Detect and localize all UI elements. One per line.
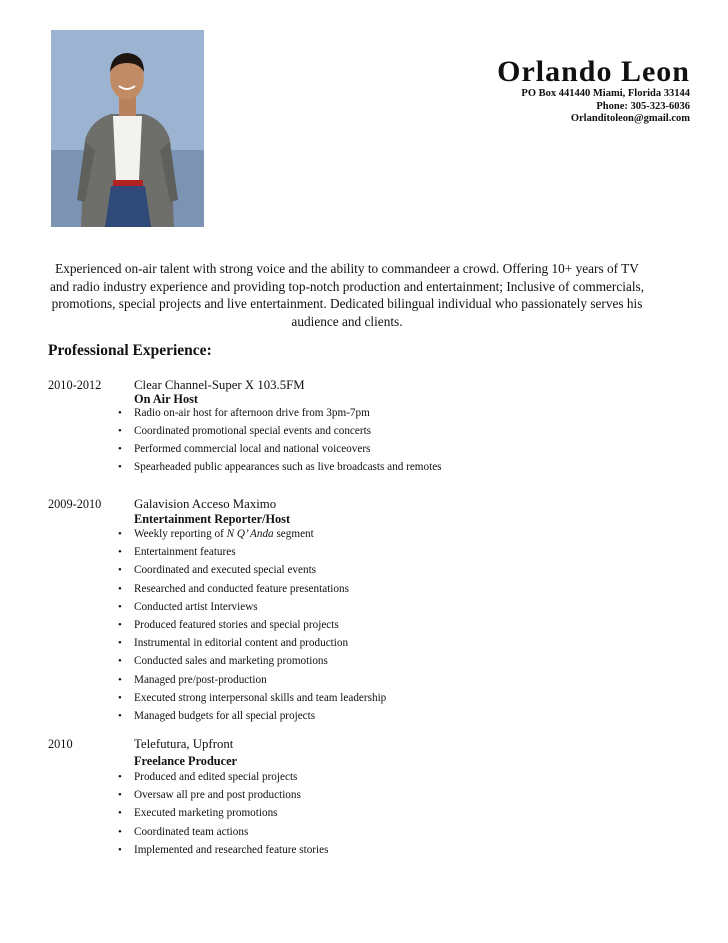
- bullet-item: • Coordinated team actions: [118, 826, 328, 838]
- email-line: Orlanditoleon@gmail.com: [570, 113, 690, 124]
- address-line: PO Box 441440 Miami, Florida 33144: [521, 88, 690, 99]
- bullet-item: • Researched and conducted feature presentations: [118, 583, 386, 595]
- bullet-item: • Coordinated promotional special events and concerts: [118, 425, 442, 437]
- bullet-item: • Coordinated and executed special events: [118, 564, 386, 576]
- bullet-item: • Managed budgets for all special projects: [118, 710, 386, 722]
- bullet-item: • Produced and edited special projects: [118, 771, 328, 783]
- bullet-text: segment: [273, 528, 314, 540]
- bullet-item: • Executed strong interpersonal skills and team leadership: [118, 692, 386, 704]
- job-date: 2010-2012: [48, 378, 102, 392]
- summary-paragraph: Experienced on-air talent with strong voice and the ability to commandeer a crowd. Offering 10+ years of TV and radio industry experience and providing top-notch production and entertainment; Inclusive of commercials, promotions, special projects and live entertainment. Dedicated bilingual individual who passionately serves his audience and clients.: [49, 261, 645, 329]
- phone-line: Phone: 305-323-6036: [596, 100, 690, 112]
- job-role: Freelance Producer: [134, 754, 238, 768]
- bullet-item: • Produced featured stories and special projects: [118, 619, 386, 631]
- job-date: 2010: [48, 737, 73, 751]
- bullet-item: • Managed pre/post-production: [118, 674, 386, 686]
- candidate-name: Orlando Leon: [497, 55, 690, 88]
- job-organization: Clear Channel-Super X 103.5FM: [134, 378, 305, 392]
- job-role: On Air Host: [134, 392, 199, 406]
- job-bullets: [118, 528, 386, 722]
- bullet-text: Weekly reporting of: [134, 528, 227, 540]
- bullet-item: • Executed marketing promotions: [118, 807, 328, 819]
- section-title-experience: Professional Experience:: [48, 342, 212, 359]
- bullet-item: • Performed commercial local and national voiceovers: [118, 443, 442, 455]
- bullet-item: • Conducted artist Interviews: [118, 601, 386, 613]
- job-date: 2009-2010: [48, 497, 102, 511]
- bullet-item: • Entertainment features: [118, 546, 386, 558]
- job-organization: Telefutura, Upfront: [134, 737, 234, 751]
- job-bullets: [118, 407, 442, 473]
- profile-photo: [51, 30, 204, 227]
- job-role: Entertainment Reporter/Host: [134, 512, 291, 526]
- bullet-item: • Implemented and researched feature stories: [118, 844, 328, 856]
- job-bullets: [118, 771, 328, 856]
- bullet-item-segment: [118, 528, 386, 540]
- bullet-item: • Radio on-air host for afternoon drive from 3pm-7pm: [118, 407, 442, 419]
- bullet-item: • Oversaw all pre and post productions: [118, 789, 328, 801]
- job-organization: Galavision Acceso Maximo: [134, 497, 277, 511]
- resume-header: [497, 56, 690, 126]
- profile-photo-image: [51, 30, 204, 227]
- bullet-item: • Conducted sales and marketing promotions: [118, 655, 386, 667]
- bullet-item: • Spearheaded public appearances such as live broadcasts and remotes: [118, 461, 442, 473]
- segment-name: N Q’ Anda: [226, 528, 274, 540]
- bullet-item: • Instrumental in editorial content and production: [118, 637, 386, 649]
